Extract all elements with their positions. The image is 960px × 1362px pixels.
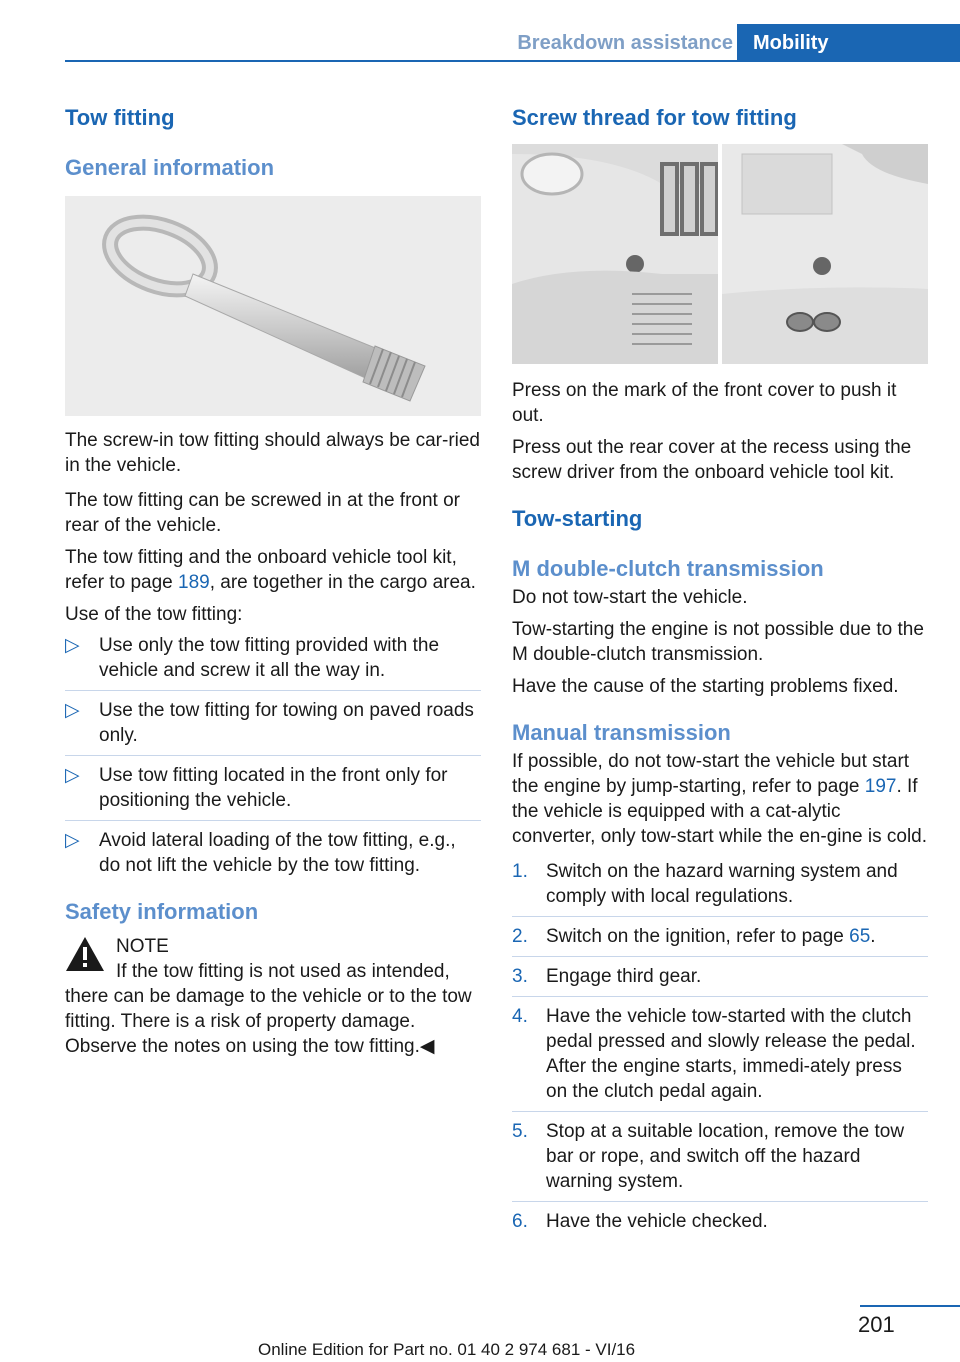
left-column [65,100,481,1059]
note-label: NOTE [116,936,169,957]
page-link-197[interactable]: 197 [864,776,897,797]
list-item: 1. Switch on the hazard warning system and comply with local regulations. [512,859,928,917]
heading-safety-information: Safety information [65,899,259,924]
step-number: 5. [512,1121,528,1142]
right-column [512,100,928,1234]
triangle-bullet-icon: ▷ [65,830,80,851]
list-item: 5. Stop at a suitable location, remove the tow bar or rope, and switch off the hazard warning system. [512,1112,928,1202]
note-block [65,934,481,1059]
paragraph-front-rear: The tow fitting can be screwed in at the front or rear of the vehicle. [65,490,460,536]
page-number: 201 [858,1312,895,1337]
paragraph-no-tow-start: Do not tow-start the vehicle. [512,587,748,608]
header-section-tab[interactable]: Breakdown assistance [517,32,733,54]
page-link-189[interactable]: 189 [178,572,210,593]
paragraph-front-cover: Press on the mark of the front cover to push it out. [512,380,897,426]
paragraph-use-of-fitting: Use of the tow fitting: [65,604,243,625]
paragraph-jump-start: If possible, do not tow-start the vehicle but start the engine by jump-starting, refer to page 197. If the vehicle is equipped with a cat-alytic converter, only tow-start while the en-gine is cold. [512,751,928,847]
step-number: 4. [512,1006,528,1027]
header-chapter-tab[interactable]: Mobility [737,24,960,62]
step-number: 6. [512,1211,528,1232]
paragraph-not-possible: Tow-starting the engine is not possible due to the M double-clutch transmission. [512,619,924,665]
warning-triangle-icon [65,936,105,972]
bumper-images [512,144,928,364]
step-number: 1. [512,861,528,882]
list-item: 6. Have the vehicle checked. [512,1211,768,1232]
list-item: 4. Have the vehicle tow-started with the clutch pedal pressed and slowly release the pedal. After the engine starts, immedi-ately press on the clutch pedal again. [512,997,928,1112]
note-text: If the tow fitting is not used as intended, there can be damage to the vehicle or to the tow fitting. There is a risk of property damage. Observe the notes on using the tow fitting.◀ [65,961,472,1057]
list-item: ▷ Use the tow fitting for towing on paved roads only. [65,691,481,756]
triangle-bullet-icon: ▷ [65,765,80,786]
tow-fitting-image [65,196,481,416]
heading-tow-starting: Tow-starting [512,506,643,531]
list-item: ▷ Avoid lateral loading of the tow fitting, e.g., do not lift the vehicle by the tow fitting. [65,830,456,876]
list-item: 2. Switch on the ignition, refer to page 65. [512,917,928,957]
triangle-bullet-icon: ▷ [65,700,80,721]
step-number: 3. [512,966,528,987]
list-item: 3. Engage third gear. [512,957,928,997]
online-edition-note: Online Edition for Part no. 01 40 2 974 681 - VI/16 [258,1340,636,1359]
paragraph-have-fixed: Have the cause of the starting problems fixed. [512,676,899,697]
footer-rule [860,1305,960,1307]
rear-bumper-image [722,144,928,364]
paragraph-carry-fitting: The screw-in tow fitting should always be car-ried in the vehicle. [65,430,481,476]
heading-general-information: General information [65,155,275,180]
triangle-bullet-icon: ▷ [65,635,80,656]
list-item: ▷ Use only the tow fitting provided with the vehicle and screw it all the way in. [65,633,481,691]
heading-screw-thread: Screw thread for tow fitting [512,105,797,130]
paragraph-rear-cover: Press out the rear cover at the recess using the screw driver from the onboard vehicle tool kit. [512,437,912,483]
usage-bullet-list [65,633,481,878]
step-number: 2. [512,926,528,947]
list-item: ▷ Use tow fitting located in the front only for positioning the vehicle. [65,756,481,821]
heading-tow-fitting: Tow fitting [65,105,175,130]
heading-m-double-clutch: M double-clutch transmission [512,556,824,581]
front-bumper-image [512,144,718,364]
front-bumper-illustration [512,144,718,364]
paragraph-tool-kit: The tow fitting and the onboard vehicle tool kit, refer to page 189, are together in the cargo area. [65,547,476,593]
page-link-65[interactable]: 65 [849,926,871,947]
heading-manual-transmission: Manual transmission [512,720,731,745]
tow-start-steps [512,859,928,1234]
rear-bumper-illustration [722,144,928,364]
tow-fitting-illustration [65,196,481,416]
